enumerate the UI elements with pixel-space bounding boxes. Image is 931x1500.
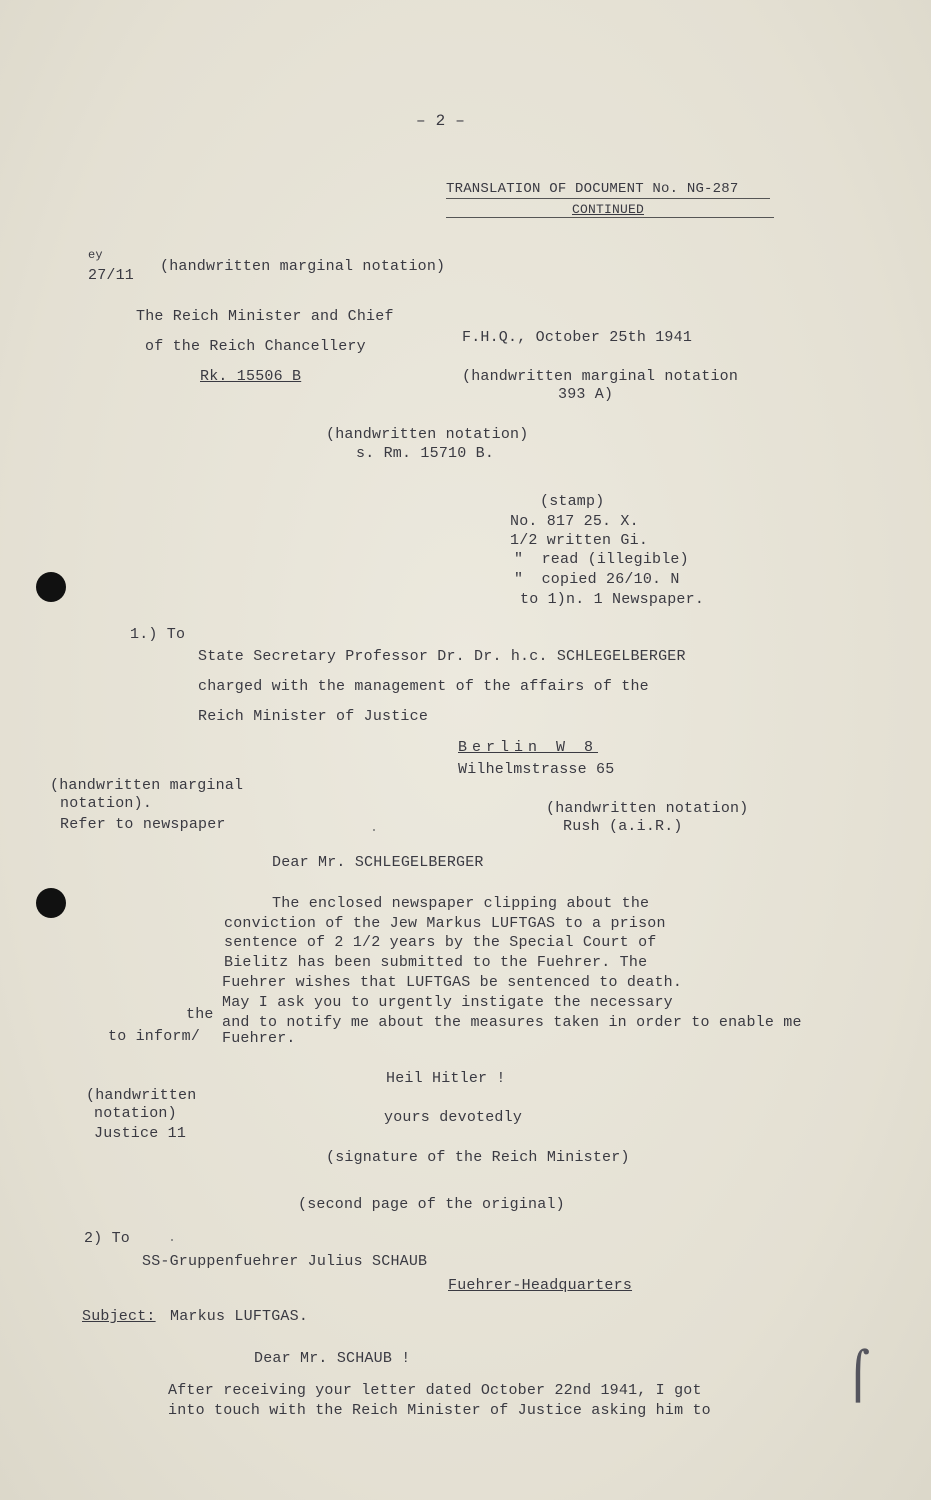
left-notation-line3: Refer to newspaper bbox=[60, 816, 226, 833]
document-header-title: TRANSLATION OF DOCUMENT No. NG-287 bbox=[446, 181, 739, 197]
closing-signature: (signature of the Reich Minister) bbox=[326, 1149, 630, 1166]
marginal-date: 27/11 bbox=[88, 267, 135, 284]
stamp-line: " copied 26/10. N bbox=[514, 571, 680, 588]
body1-insert-the: the bbox=[186, 1006, 214, 1023]
place-date: F.H.Q., October 25th 1941 bbox=[462, 329, 693, 346]
center-notation-line2: s. Rm. 15710 B. bbox=[356, 445, 495, 462]
addressee1-line1: State Secretary Professor Dr. Dr. h.c. SCHLEGELBERGER bbox=[198, 648, 686, 665]
addressee1-street: Wilhelmstrasse 65 bbox=[458, 761, 615, 778]
addressee1-city: Berlin W 8 bbox=[458, 739, 599, 756]
closing-yours: yours devotedly bbox=[384, 1109, 523, 1126]
left-notation-line1: (handwritten marginal bbox=[50, 777, 244, 794]
stamp-line: to 1)n. 1 Newspaper. bbox=[520, 591, 705, 608]
right-notation-line2: 393 A) bbox=[558, 386, 614, 403]
header-underline bbox=[446, 198, 770, 199]
salutation2: Dear Mr. SCHAUB ! bbox=[254, 1350, 411, 1367]
body1-line: conviction of the Jew Markus LUFTGAS to a prison bbox=[224, 915, 666, 932]
justice-notation-line1: (handwritten bbox=[86, 1087, 197, 1104]
addressee1-number: 1.) To bbox=[130, 626, 186, 643]
salutation1: Dear Mr. SCHLEGELBERGER bbox=[272, 854, 484, 871]
punch-hole bbox=[36, 572, 66, 602]
addressee2-place: Fuehrer-Headquarters bbox=[448, 1277, 633, 1294]
body2-line1: After receiving your letter dated October 22nd 1941, I got bbox=[168, 1382, 702, 1399]
subject-text: Markus LUFTGAS. bbox=[170, 1308, 309, 1325]
sender-reference: Rk. 15506 B bbox=[200, 368, 302, 385]
body1-line: Fuehrer. bbox=[222, 1030, 296, 1047]
body1-insert-inform: to inform/ bbox=[108, 1028, 201, 1045]
document-header-continued: CONTINUED bbox=[572, 202, 645, 217]
stamp-line: 1/2 written Gi. bbox=[510, 532, 649, 549]
justice-notation-line2: notation) bbox=[94, 1105, 177, 1122]
stamp-line: " read (illegible) bbox=[514, 551, 689, 568]
left-notation-line2: notation). bbox=[60, 795, 153, 812]
addressee2-number: 2) To bbox=[84, 1230, 131, 1247]
body1-line: and to notify me about the measures taken in order to enable me bbox=[222, 1014, 802, 1031]
body1-line: sentence of 2 1/2 years by the Special Court of bbox=[224, 934, 657, 951]
center-notation-line1: (handwritten notation) bbox=[326, 426, 529, 443]
addressee2-name: SS-Gruppenfuehrer Julius SCHAUB bbox=[142, 1253, 428, 1270]
right-notation-line1: (handwritten marginal notation bbox=[462, 368, 739, 385]
margin-bracket-mark: ⌠ bbox=[846, 1348, 870, 1402]
marginal-notation-top: (handwritten marginal notation) bbox=[160, 258, 446, 275]
addressee1-line2: charged with the management of the affairs of the bbox=[198, 678, 649, 695]
subject-label: Subject: bbox=[82, 1308, 156, 1325]
stamp-line: (stamp) bbox=[540, 493, 605, 510]
sender-line1: The Reich Minister and Chief bbox=[136, 308, 394, 325]
body1-line: The enclosed newspaper clipping about the bbox=[272, 895, 650, 912]
rush-notation-line2: Rush (a.i.R.) bbox=[563, 818, 683, 835]
sender-line2: of the Reich Chancellery bbox=[145, 338, 366, 355]
body2-line2: into touch with the Reich Minister of Justice asking him to bbox=[168, 1402, 711, 1419]
body1-line: Fuehrer wishes that LUFTGAS be sentenced to death. bbox=[222, 974, 683, 991]
body1-line: May I ask you to urgently instigate the necessary bbox=[222, 994, 673, 1011]
page-number: – 2 – bbox=[416, 112, 466, 130]
rush-notation-line1: (handwritten notation) bbox=[546, 800, 749, 817]
marginal-mark: ey bbox=[88, 248, 103, 262]
punch-hole bbox=[36, 888, 66, 918]
speck bbox=[171, 1239, 173, 1241]
justice-notation-line3: Justice 11 bbox=[94, 1125, 187, 1142]
header-rule-bottom bbox=[446, 217, 774, 218]
second-page-note: (second page of the original) bbox=[298, 1196, 565, 1213]
addressee1-line3: Reich Minister of Justice bbox=[198, 708, 429, 725]
body1-line: Bielitz has been submitted to the Fuehrer. The bbox=[224, 954, 648, 971]
closing-heil: Heil Hitler ! bbox=[386, 1070, 506, 1087]
stamp-line: No. 817 25. X. bbox=[510, 513, 639, 530]
speck bbox=[373, 829, 375, 831]
